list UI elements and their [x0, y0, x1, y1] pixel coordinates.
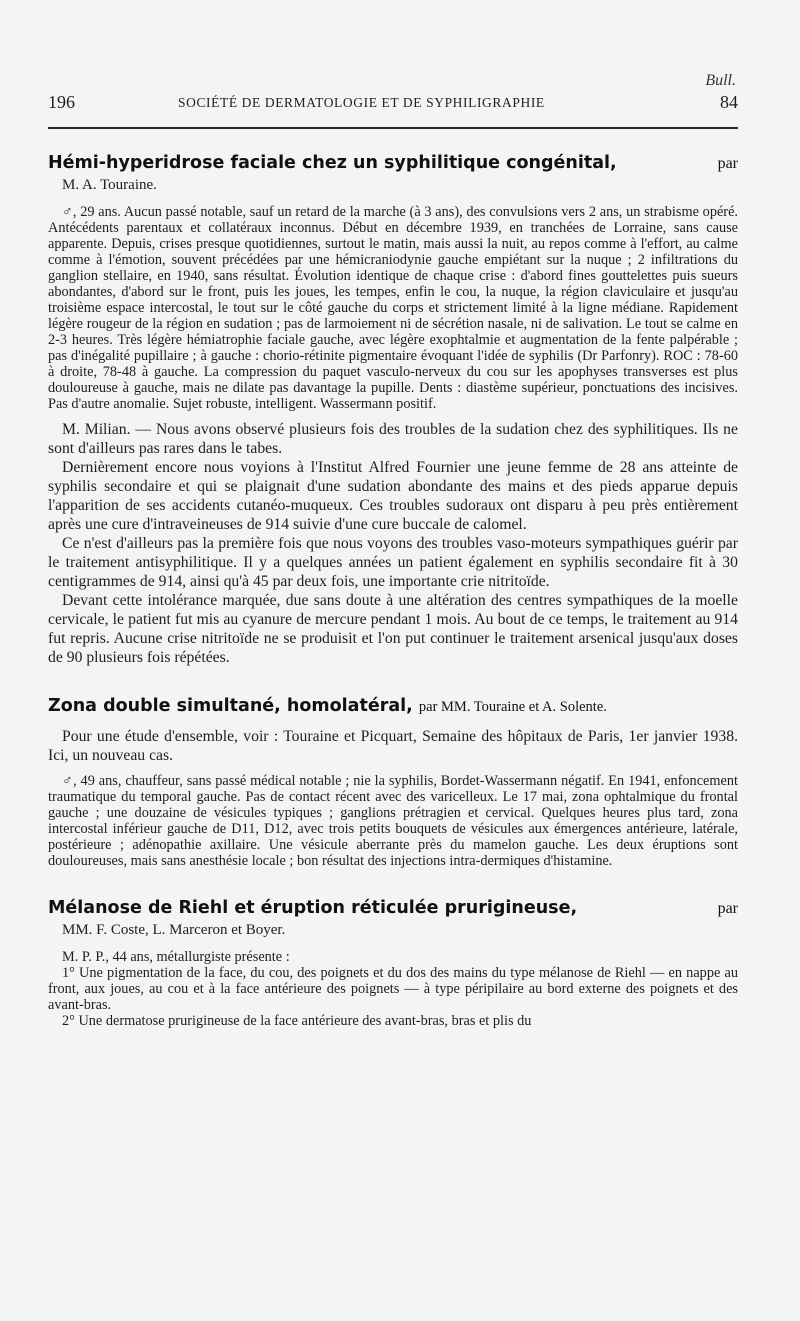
par-word: par: [717, 155, 738, 172]
journal-title: SOCIÉTÉ DE DERMATOLOGIE ET DE SYPHILIGRAPHIE: [178, 95, 545, 110]
article-body: [48, 152, 738, 1029]
case-paragraph: ♂, 49 ans, chauffeur, sans passé médical notable ; nie la syphilis, Bordet-Wassermann négatif. En 1941, enfoncement traumatique du temporal gauche. Pas de contact récent avec des varicelleux. Le 17 mai, zona ophtalmique du frontal gauche ; une douzaine de vésicules typiques ; ganglions prétragien et cervical. Quelques heures plus tard, zona intercostal inférieur gauche de D11, D12, avec trois petits bouquets de vésicules aux émergences antérieure, latérale, postérieure ; adénopathie axillaire. Une vésicule aberrante près du mamelon gauche. Les deux éruptions sont douloureuses, mais sans anesthésie locale ; bon résultat des injections intra-dermiques d'histamine.: [48, 773, 738, 869]
section-title-text: Mélanose de Riehl et éruption réticulée prurigineuse,: [48, 898, 578, 918]
bulletin-label: Bull.: [705, 72, 736, 89]
page-number: 196: [48, 92, 75, 112]
discussion-paragraph: Ce n'est d'ailleurs pas la première fois que nous voyons des troubles vaso-moteurs sympathiques guérir par le traitement antisyphilitique. Il y a quelques années un patient également en syphilis secondaire fit à 30 centigrammes de 914, ainsi qu'à 45 par deux fois, une importante crie nitritoïde.: [48, 535, 738, 590]
header-rule: [48, 127, 738, 129]
case-paragraph: ♂, 29 ans. Aucun passé notable, sauf un retard de la marche (à 3 ans), des convulsions vers 2 ans, un strabisme opéré. Antécédents parentaux et collatéraux inconnus. Début en décembre 1939, en tranchées de Lorraine, sans cause apparente. Depuis, crises presque quotidiennes, surtout le matin, mais aussi la nuit, au repos comme à l'effort, au calme comme à l'émotion, souvent précédées par une hémicraniodynie gauche empiétant sur la nuque ; 2 infiltrations du ganglion stellaire, en 1940, sans résultat. Évolution identique de chaque crise : d'abord fines gouttelettes puis sueurs abondantes, d'abord sur le front, puis les joues, les tempes, enfin le cou, la nuque, la région claviculaire et jusqu'au troisième espace intercostal, le tout sur le côté gauche du corps et strictement limité à la ligne médiane. Rapidement légère rougeur de la région en sudation ; pas de larmoiement ni de sécrétion nasale, ni de salivation. Le tout se calme en 2-3 heures. Très légère hémiatrophie faciale gauche, avec légère exophtalmie et augmentation de la fente palpérable ; pas d'inégalité pupillaire ; à gauche : chorio-rétinite pigmentaire évoquant l'idée de syphilis (Dr Parfonry). ROC : 78-60 à droite, 78-48 à gauche. La compression du paquet vasculo-nerveux du cou sur les apophyses transverses est plus douloureuse à gauche, mais ne dilate pas davantage la pupille. Dents : diastème supérieur, ponctuations des incisives. Pas d'autre anomalie. Sujet robuste, intelligent. Wassermann positif.: [48, 204, 738, 412]
section-melanose-riehl: [48, 897, 738, 1029]
section-authors: MM. F. Coste, L. Marceron et Boyer.: [62, 922, 286, 938]
case-paragraph: 1° Une pigmentation de la face, du cou, des poignets et du dos des mains du type mélanose de Riehl — en nappe au front, aux joues, au cou et à la face antérieure des poignets — à type péripilaire au bord externe des poignets et des avant-bras.: [48, 965, 738, 1013]
discussion-paragraph: Devant cette intolérance marquée, due sans doute à une altération des centres sympathiques de la moelle cervicale, le patient fut mis au cyanure de mercure pendant 1 mois. Au bout de ce temps, le traitement au 914 fut repris. Aucune crise nitritoïde ne se produisit et l'on put continuer le traitement arsenical jusqu'aux doses de 90 plusieurs fois répétées.: [48, 592, 738, 666]
section-title-text: Hémi-hyperidrose faciale chez un syphilitique congénital,: [48, 153, 617, 173]
section-hemi-hyperidrose: [48, 152, 738, 667]
bulletin-number: 84: [720, 92, 738, 112]
case-paragraph: 2° Une dermatose prurigineuse de la face antérieure des avant-bras, bras et plis du: [62, 1013, 532, 1029]
discussion-paragraph: M. Milian. — Nous avons observé plusieurs fois des troubles de la sudation chez des syphilitiques. Ils ne sont d'ailleurs pas rares dans le tabes.: [48, 421, 738, 457]
section-title: [48, 695, 738, 719]
section-title-text: Zona double simultané, homolatéral,: [48, 696, 413, 716]
section-authors: M. A. Touraine.: [62, 177, 157, 193]
section-authors: par MM. Touraine et A. Solente.: [418, 699, 607, 715]
section-zona-double: [48, 695, 738, 869]
discussion-paragraph: Dernièrement encore nous voyions à l'Institut Alfred Fournier une jeune femme de 28 ans atteinte de syphilis secondaire et qui se plaignait d'une sudation abondante des mains et des pieds apparue depuis l'apparition de ses accidents cutanéo-muqueux. Ces troubles sudoraux ont disparu à peu près entièrement après une cure d'intraveineuses de 914 suivie d'une cure buccale de calomel.: [48, 459, 738, 533]
section-title: [48, 152, 738, 175]
case-paragraph: M. P. P., 44 ans, métallurgiste présente :: [62, 949, 290, 965]
section-title: [48, 897, 738, 920]
intro-paragraph: Pour une étude d'ensemble, voir : Touraine et Picquart, Semaine des hôpitaux de Paris, 1er janvier 1938. Ici, un nouveau cas.: [48, 728, 738, 764]
par-word: par: [717, 900, 738, 917]
header-row: [48, 92, 738, 116]
